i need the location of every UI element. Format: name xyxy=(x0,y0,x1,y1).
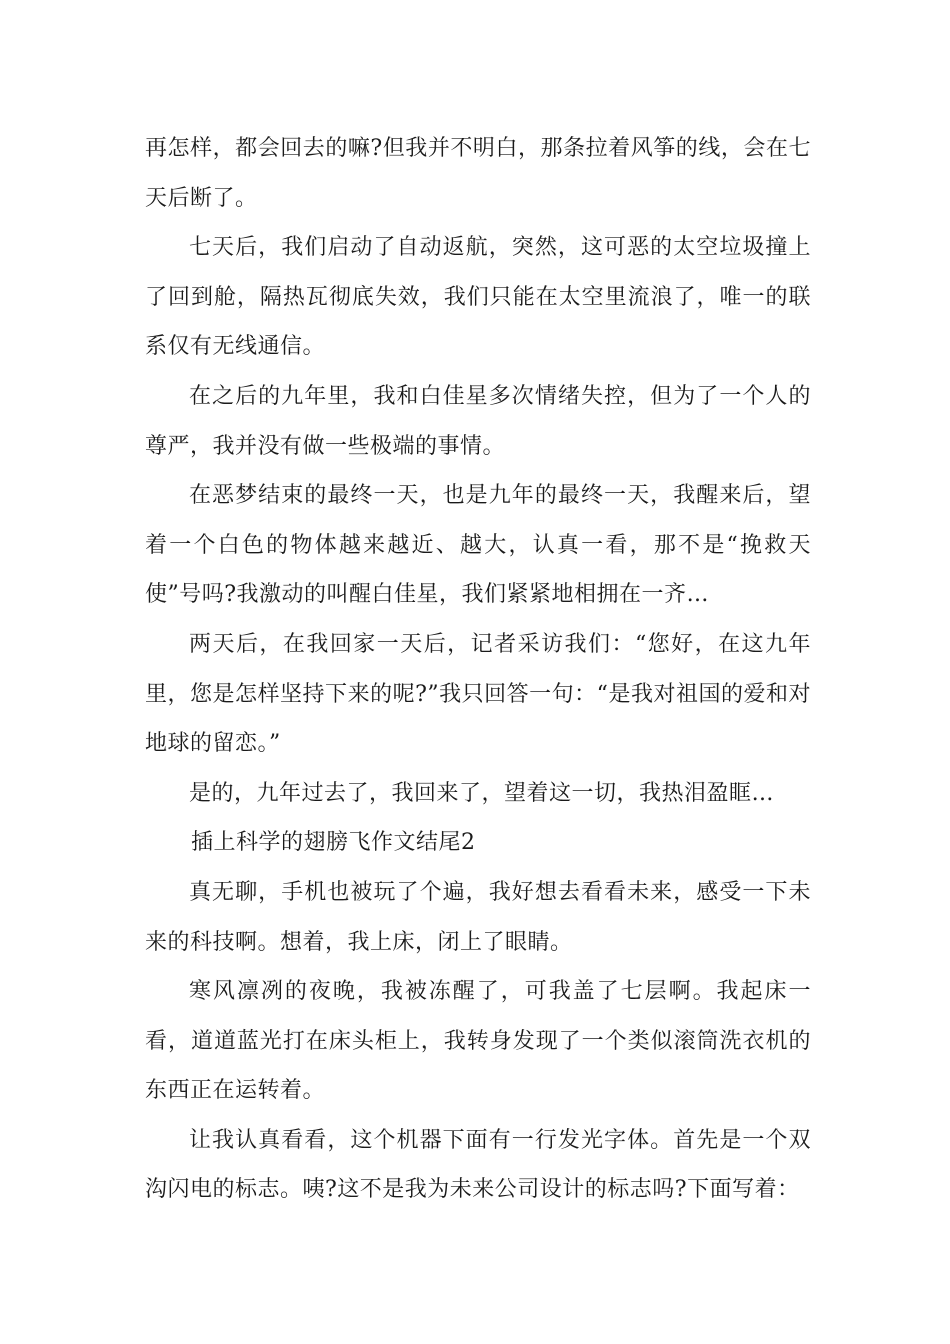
section-heading: 插上科学的翅膀飞作文结尾2 xyxy=(191,830,476,856)
paragraph: 让我认真看看，这个机器下面有一行发光字体。首先是一个双沟闪电的标志。咦?这不是我为未来公司设计的标志吗?下面写着： xyxy=(145,1127,811,1203)
article-body xyxy=(145,124,811,1215)
paragraph: 是的，九年过去了，我回来了，望着这一切，我热泪盈眶… xyxy=(189,780,775,806)
paragraph: 真无聊，手机也被玩了个遍，我好想去看看未来，感受一下未来的科技啊。想着，我上床，闭上了眼睛。 xyxy=(145,879,811,955)
paragraph: 两天后，在我回家一天后，记者采访我们：“您好，在这九年里，您是怎样坚持下来的呢?”我只回答一句：“是我对祖国的爱和对地球的留恋。” xyxy=(145,631,811,757)
paragraph: 七天后，我们启动了自动返航，突然，这可恶的太空垃圾撞上了回到舱，隔热瓦彻底失效，我们只能在太空里流浪了，唯一的联系仅有无线通信。 xyxy=(145,235,811,360)
paragraph: 在恶梦结束的最终一天，也是九年的最终一天，我醒来后，望着一个白色的物体越来越近、越大，认真一看，那不是“挽救天使”号吗?我激动的叫醒白佳星，我们紧紧地相拥在一齐… xyxy=(145,483,811,608)
paragraph: 寒风凛冽的夜晚，我被冻醒了，可我盖了七层啊。我起床一看，道道蓝光打在床头柜上，我转身发现了一个类似滚筒洗衣机的东西正在运转着。 xyxy=(145,979,811,1104)
paragraph: 再怎样，都会回去的嘛?但我并不明白，那条拉着风筝的线，会在七天后断了。 xyxy=(145,136,811,211)
paragraph: 在之后的九年里，我和白佳星多次情绪失控，但为了一个人的尊严，我并没有做一些极端的事情。 xyxy=(145,383,811,459)
